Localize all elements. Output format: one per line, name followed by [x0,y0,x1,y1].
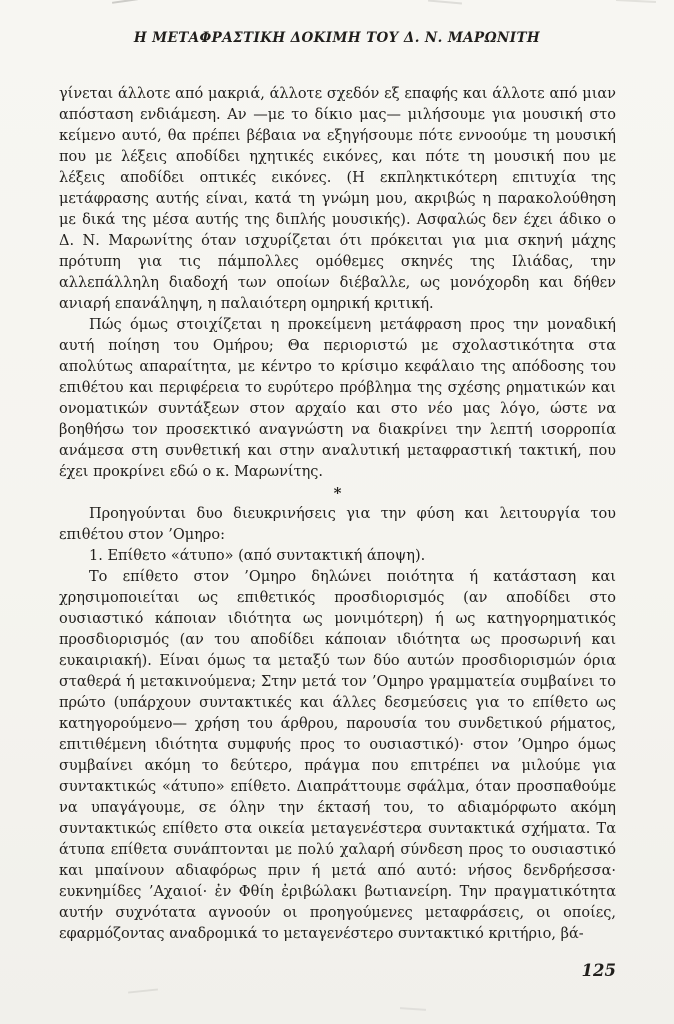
scan-artifact [400,1007,426,1011]
scan-artifact [112,0,138,4]
page-number: 125 [581,961,616,980]
paragraph: Πώς όμως στοιχίζεται η προκείμενη μετάφραση προς την μοναδική αυτή ποίηση του Ομήρου; Θα περιοριστώ με σχολαστικότητα στα απολύτως απαραίτητα, με κέντρο το κρίσιμο κεφάλαιο της απόδοσης του επιθέτου και περιφέρεια το ευρύτερο πρόβλημα της σχέσης ρηματικών και ονοματικών συντάξεων στον αρχαίο και στο νέο μας λόγο, ώστε να βοηθήσω τον προσεκτικό αναγνώστη να διακρίνει την λεπτή ισορροπία ανάμεσα στη συνθετική και στην αναλυτική μεταφραστική τακτική, που έχει προκρίνει εδώ ο κ. Μαρωνίτης. [59,317,616,480]
scan-artifact [428,0,462,4]
running-head-title: Η ΜΕΤΑΦΡΑΣΤΙΚΗ ΔΟΚΙΜΗ ΤΟΥ Δ. Ν. ΜΑΡΩΝΙΤΗ [133,30,541,46]
paragraph: Προηγούνται δυο διευκρινήσεις για την φύση και λειτουργία του επιθέτου στον ’Ομηρο: [59,506,616,543]
scan-artifact [616,0,656,3]
section-separator-asterisk: * [333,484,342,502]
paragraph: Το επίθετο στον ’Ομηρο δηλώνει ποιότητα ή κατάσταση και χρησιμοποιείται ως επιθετικός προσδιορισμός (αν αποδίδει στο ουσιαστικό κάποιαν ιδιότητα ως μονιμότερη) ή ως κατηγορηματικός προσδιορισμός (αν του αποδίδει κάποιαν ιδιότητα ως προσωρινή και ευκαιριακή). Είναι όμως τα μεταξύ των δύο αυτών προσδιορισμών όρια σταθερά ή μετακινούμενα; Στην μετά τον ’Ομηρο γραμματεία συμβαίνει το πρώτο (υπάρχουν συντακτικές και άλλες δεσμεύσεις για το επίθετο ως κατηγορούμενο— χρήση του άρθρου, παρουσία του συνδετικού ρήματος, επιτιθέμενη ιδιότητα συμφυής προς το ουσιαστικό)· στον ’Ομηρο όμως συμβαίνει ακόμη το δεύτερο, πράγμα που επιτρέπει να μιλούμε για συντακτικώς «άτυπο» επίθετο. Διαπράττουμε σφάλμα, όταν προσπαθούμε να υπαγάγουμε, σε όλην την έκτασή του, το αδιαμόρφωτο ακόμη συντακτικώς επίθετο στα οικεία μεταγενέστερα συντακτικά σχήματα. Τα άτυπα επίθετα συνάπτονται με πολύ χαλαρή σύνδεση προς το ουσιαστικό και μπαίνουν αδιαφόρως πριν ή μετά από αυτό: νήσος δενδρήεσσα· ευκνημίδες ’Αχαιοί· ἐν Φθίη ἐριβώλακι βωτιανείρη. Την πραγματικότητα αυτήν συχνότατα αγνοούν οι προηγούμενες μεταφράσεις, οι οποίες, εφαρμόζοντας αναδρομικά το μεταγενέστερο συντακτικό κριτήριο, βά- [59,569,616,942]
scan-artifact [128,988,158,993]
paragraph-numbered-item: 1. Επίθετο «άτυπο» (από συντακτική άποψη). [89,548,426,564]
page-body [59,84,616,945]
paragraph-continuation: γίνεται άλλοτε από μακριά, άλλοτε σχεδόν εξ επαφής και άλλοτε από μιαν απόσταση ενδιάμεση. Αν —με το δίκιο μας— μιλήσουμε για μουσική στο κείμενο αυτό, θα πρέπει βέβαια να εξηγήσουμε πότε εννοούμε τη μουσική που με λέξεις αποδίδει ηχητικές εικόνες, και πότε τη μουσική που με λέξεις αποδίδει οπτικές εικόνες. (Η εκπληκτικότερη επιτυχία της μετάφρασης αυτής είναι, κατά τη γνώμη μου, ακριβώς η παρακολούθηση με δικά της μέσα αυτής της διπλής μουσικής). Ασφαλώς δεν έχει άδικο ο Δ. Ν. Μαρωνίτης όταν ισχυρίζεται ότι πρόκειται για μια σκηνή μάχης πρότυπη για τις πάμπολλες ομόθεμες σκηνές της Ιλιάδας, την αλλεπάλληλη διαδοχή των οποίων διέβαλλε, ως μονόχορδη και δήθεν ανιαρή επανάληψη, η παλαιότερη ομηρική κριτική. [59,86,616,312]
